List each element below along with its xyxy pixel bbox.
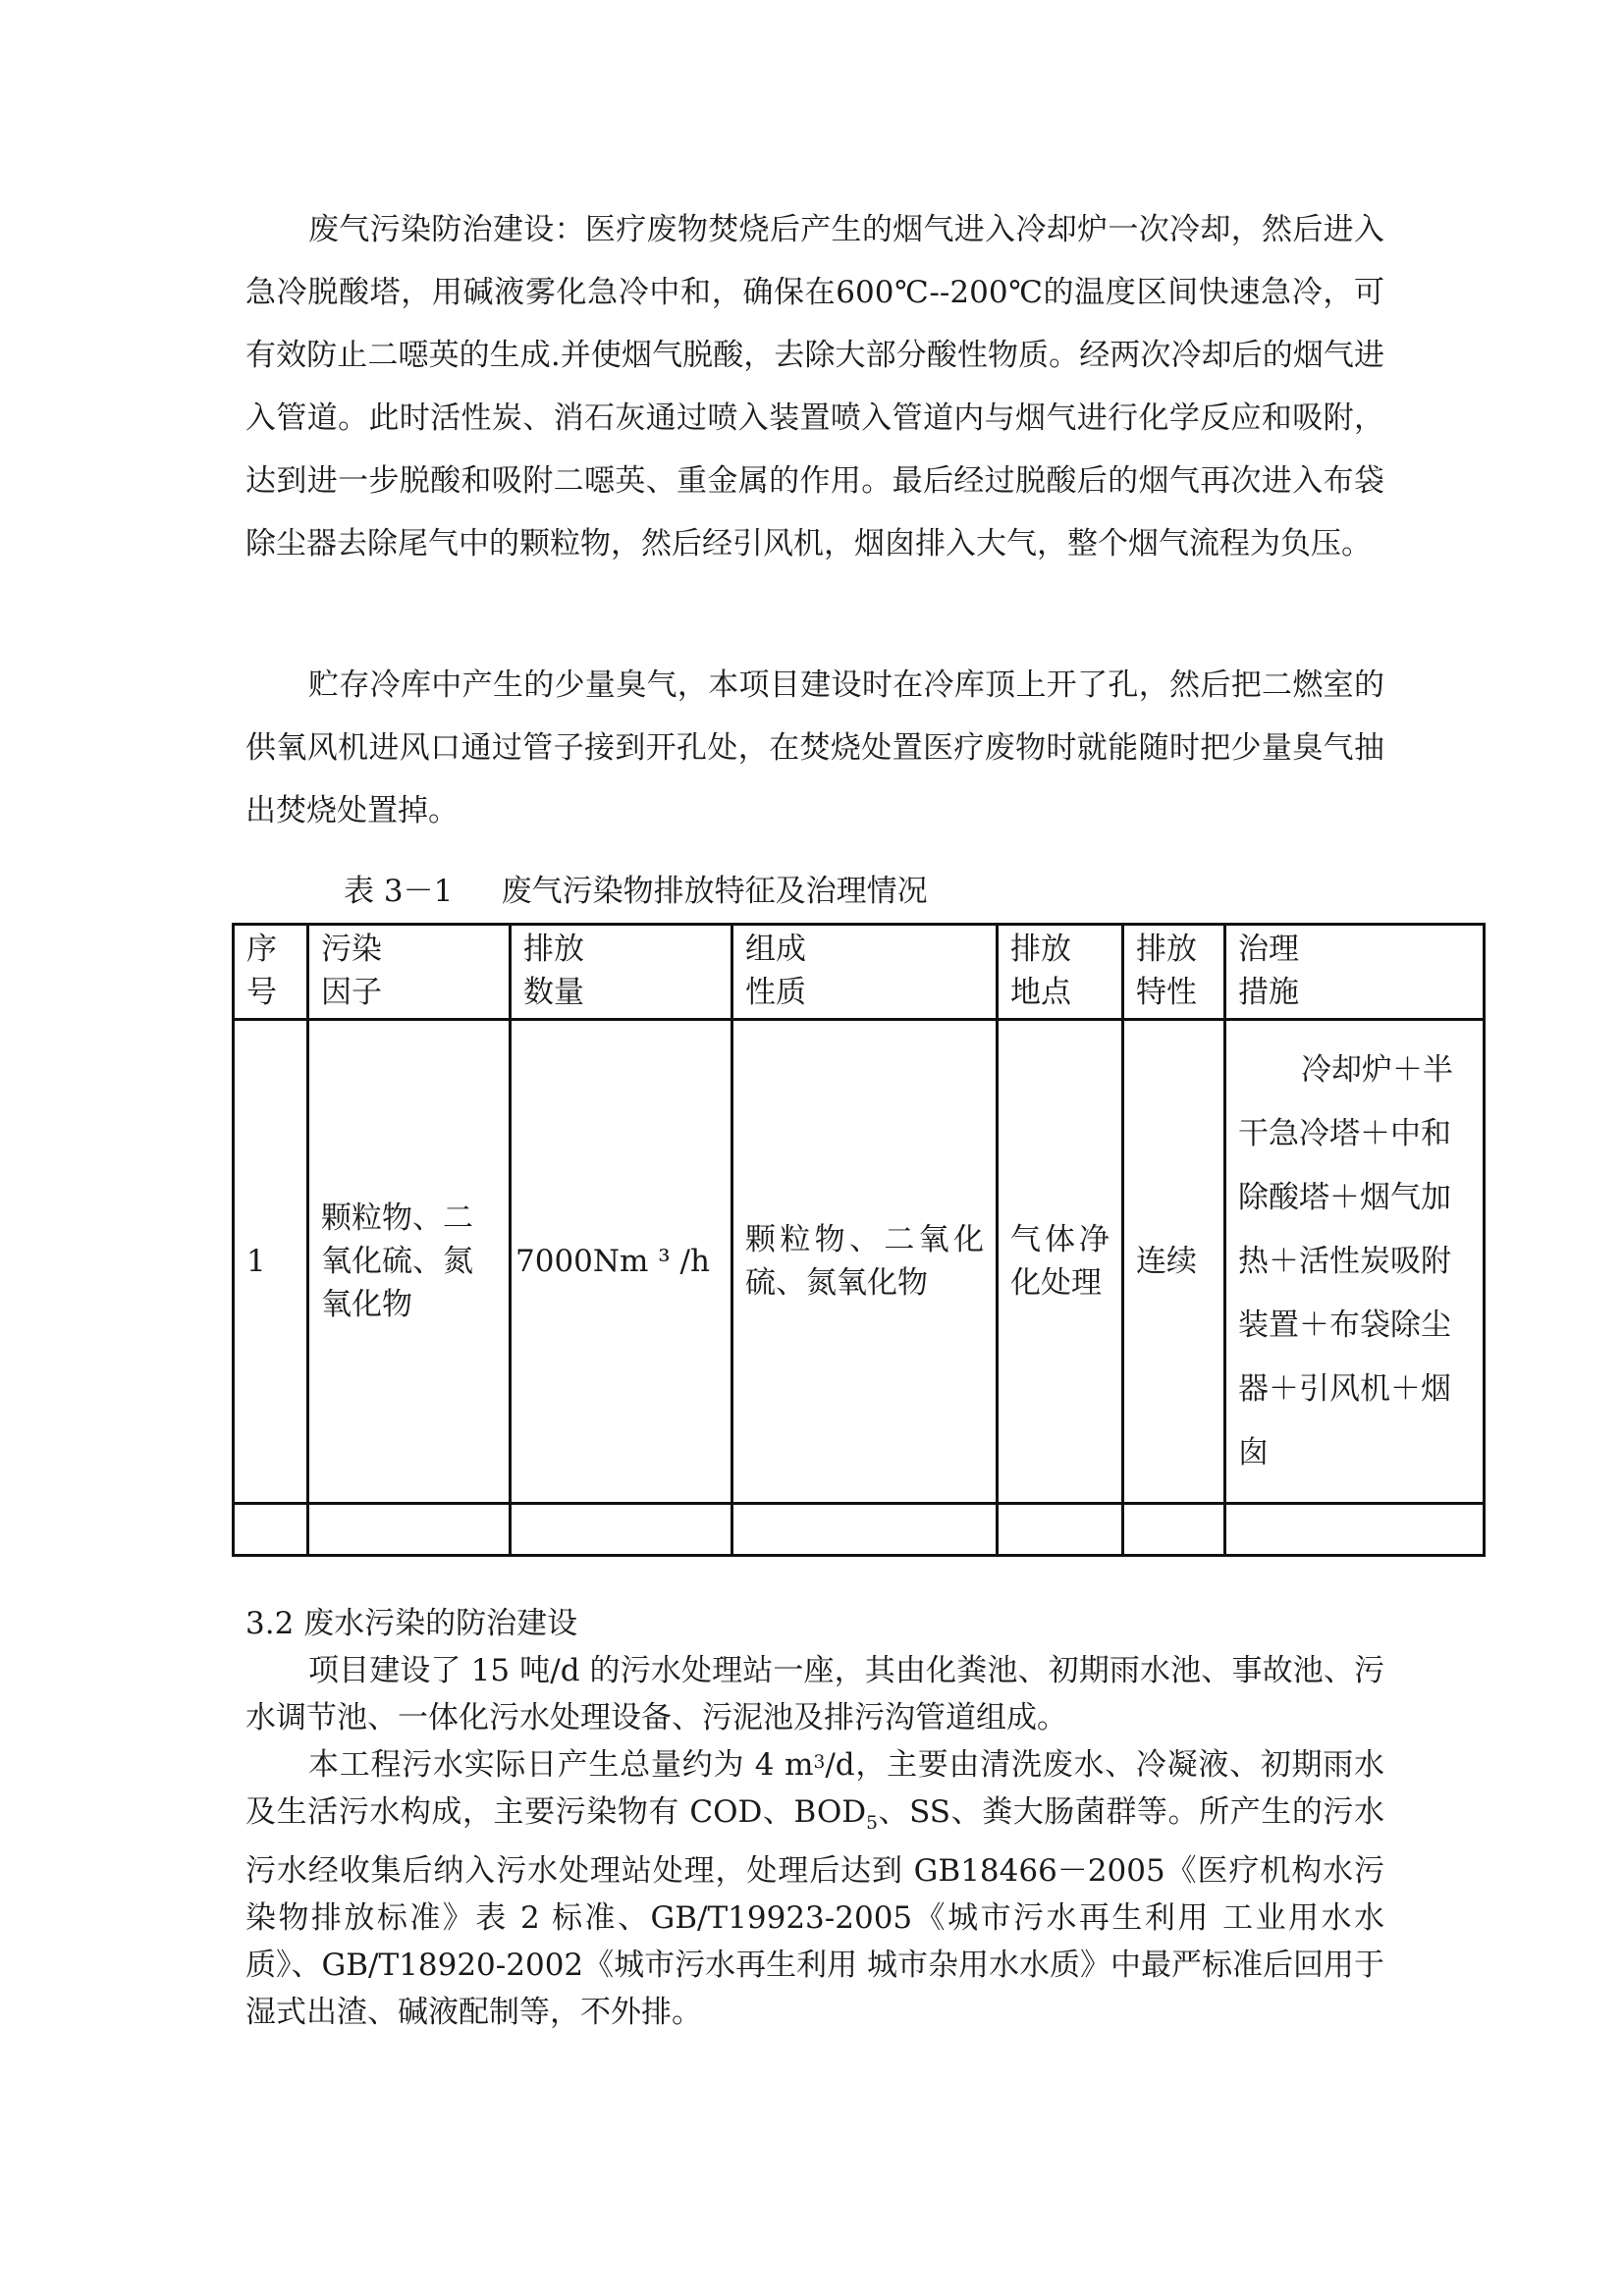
wastewater-detail-paragraph [245,1741,1384,2036]
header-cell-characteristic [1123,925,1225,1020]
header-measures-line-1: 治理 [1238,932,1299,967]
header-pollutant-line-1: 污染 [321,932,382,967]
table-caption: 表 3－1 废气污染物排放特征及治理情况 [344,874,928,909]
empty-cell [732,1504,998,1556]
header-location-line-2: 地点 [1010,975,1071,1010]
empty-cell [998,1504,1123,1556]
air-pollution-paragraph: 废气污染防治建设：医疗废物焚烧后产生的烟气进入冷却炉一次冷却，然后进入急冷脱酸塔，用碱液雾化急冷中和，确保在600℃--200℃的温度区间快速急冷，可有效防止二噁英的生成.并使烟气脱酸，去除大部分酸性物质。经两次冷却后的烟气进入管道。此时活性炭、消石灰通过喷入装置喷入管道内与烟气进行化学反应和吸附，达到进一步脱酸和吸附二噁英、重金属的作用。最后经过脱酸后的烟气再次进入布袋除尘器去除尾气中的颗粒物，然后经引风机，烟囱排入大气，整个烟气流程为负压。 [245,212,1384,561]
cell-quantity: 7000Nm ³ /h [511,1020,732,1504]
header-cell-no [234,925,308,1020]
cell-pollutant: 颗粒物、二氧化硫、氮氧化物 [308,1020,511,1504]
table-row [234,1020,1485,1504]
header-quantity-line-1: 排放 [523,932,584,967]
header-no-line-2: 号 [246,975,277,1010]
emissions-table [232,923,1486,1557]
cell-location: 气体净化处理 [998,1020,1123,1504]
header-cell-location [998,925,1123,1020]
header-cell-pollutant [308,925,511,1020]
header-no-line-1: 序 [246,932,277,967]
header-quantity-line-2: 数量 [523,975,584,1010]
header-cell-measures [1225,925,1485,1020]
wastewater-text-part-2: /d，主要由清洗废水、冷凝液、初期雨水及生活污水构成，主要污染物有 COD、BOD [245,1747,1384,1830]
wastewater-station-paragraph: 项目建设了 15 吨/d 的污水处理站一座，其由化粪池、初期雨水池、事故池、污水调节池、一体化污水处理设备、污泥池及排污沟管道组成。 [245,1653,1384,1735]
odor-control-paragraph: 贮存冷库中产生的少量臭气，本项目建设时在冷库顶上开了孔，然后把二燃室的供氧风机进风口通过管子接到开孔处，在焚烧处置医疗废物时就能随时把少量臭气抽出焚烧处置掉。 [245,667,1384,828]
table-header-row [234,925,1485,1020]
header-characteristic-line-2: 特性 [1136,975,1197,1010]
empty-cell [1123,1504,1225,1556]
empty-cell [234,1504,308,1556]
header-cell-quantity [511,925,732,1020]
header-cell-composition [732,925,998,1020]
table-row-empty [234,1504,1485,1556]
wastewater-text-part-3: 、SS、粪大肠菌群等。所产生的污水污水经收集后纳入污水处理站处理，处理后达到 GB18466－2005《医疗机构水污染物排放标准》表 2 标准、GB/T19923-2005《城市污水再生利用 工业用水水质》、GB/T18920-2002《城市污水再生利用 城市杂用水水质》中最严标准后回用于湿式出渣、碱液配制等，不外排。 [245,1794,1384,2031]
cell-measures: 冷却炉＋半干急冷塔＋中和除酸塔＋烟气加热＋活性炭吸附装置＋布袋除尘器＋引风机＋烟囱 [1225,1020,1485,1504]
cell-characteristic: 连续 [1123,1020,1225,1504]
section-heading-wastewater: 3.2 废水污染的防治建设 [245,1606,578,1641]
empty-cell [308,1504,511,1556]
superscript-3: 3 [813,1752,826,1773]
wastewater-text-part-1: 本工程污水实际日产生总量约为 4 m [308,1747,814,1783]
cell-composition: 颗粒物、二氧化硫、氮氧化物 [732,1020,998,1504]
header-characteristic-line-1: 排放 [1136,932,1197,967]
header-location-line-1: 排放 [1010,932,1071,967]
subscript-5: 5 [866,1813,878,1835]
cell-no: 1 [234,1020,308,1504]
empty-cell [511,1504,732,1556]
header-composition-line-2: 性质 [745,975,806,1010]
empty-cell [1225,1504,1485,1556]
header-pollutant-line-2: 因子 [321,975,382,1010]
header-measures-line-2: 措施 [1238,975,1299,1010]
header-composition-line-1: 组成 [745,932,806,967]
